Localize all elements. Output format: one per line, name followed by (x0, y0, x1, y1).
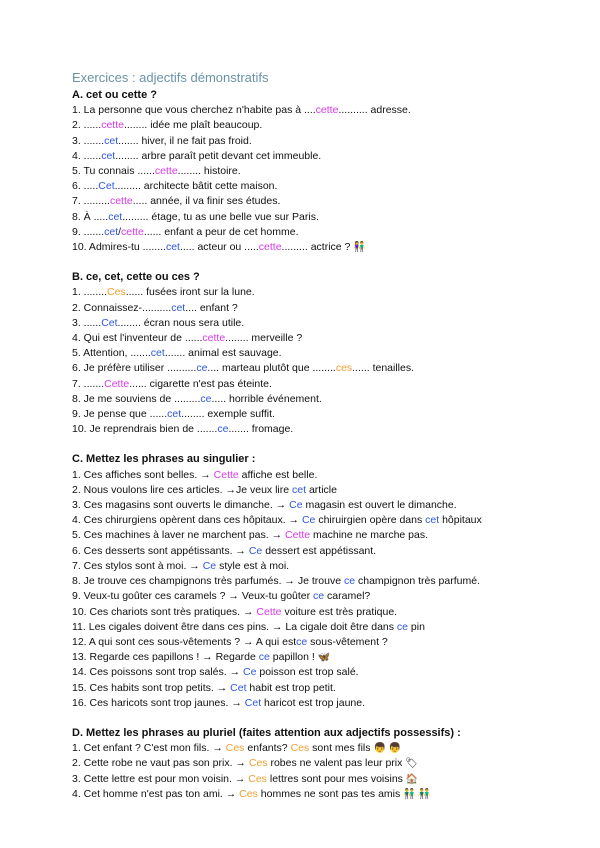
sentence-text: caramel? (324, 590, 371, 603)
answer-word: cet (171, 301, 186, 314)
sentence-text: ...... cigarette n'est pas éteinte. (129, 377, 272, 390)
sentence-text: poisson est trop salé. (256, 666, 359, 679)
exercise-section (72, 452, 542, 710)
sentence-text: .... enfant ? (185, 301, 238, 314)
answer-word: Ce (301, 514, 316, 527)
sentence-text: voiture est très pratique. (281, 605, 398, 618)
exercise-sections (72, 88, 542, 802)
sentence-text: haricot est trop jaune. (261, 696, 366, 709)
sentence-text: ...... tenailles. (352, 362, 415, 375)
exercise-section (72, 270, 542, 437)
exercise-line (72, 164, 542, 179)
answer-word: Cet (98, 180, 115, 193)
sentence-text: hommes ne sont pas tes amis (257, 787, 404, 800)
sentence-text: 4. Cet homme n'est pas ton ami. → (72, 787, 240, 800)
answer-word: ces (335, 362, 353, 375)
sentence-text: .... marteau plutôt que ........ (207, 362, 336, 375)
sentence-text: 10. Ces chariots sont très pratiques. → (72, 605, 257, 618)
answer-word: ce (296, 635, 308, 648)
answer-word: Ces (290, 742, 310, 755)
sentence-text: 10. Admires-tu ........ (72, 241, 166, 254)
sentence-text: ........ idée me plaît beaucoup. (123, 119, 263, 132)
answer-word: ce (313, 590, 325, 603)
exercise-line (72, 179, 542, 194)
sentence-text: lettres sont pour mes voisins (266, 772, 406, 785)
section-heading: D. Mettez les phrases au pluriel (faites attention aux adjectifs possessifs) : (72, 726, 461, 739)
emoji-icon: 👬 👬 (403, 788, 431, 800)
exercise-line (72, 301, 542, 316)
answer-word: cet (104, 134, 119, 147)
emoji-icon: 🏷 (405, 758, 418, 770)
exercise-line (72, 528, 542, 543)
exercise-line (72, 331, 542, 346)
exercise-line (72, 149, 542, 164)
sentence-text: magasin est ouvert le dimanche. (302, 499, 457, 512)
answer-word: Ces (239, 787, 258, 800)
sentence-text: ......... architecte bâtit cette maison. (114, 180, 278, 193)
sentence-text: 12. A qui sont ces sous-vêtements ? → A qui est (72, 635, 297, 648)
sentence-text: ..... horrible événement. (211, 392, 322, 405)
exercise-line (72, 772, 542, 787)
answer-word: Cette (256, 605, 282, 618)
sentence-text: 9. Veux-tu goûter ces caramels ? → Veux-tu goûter (72, 590, 314, 603)
sentence-text: 11. Les cigales doivent être dans ces pins. → La cigale doit être dans (72, 620, 397, 633)
exercise-line (72, 361, 542, 376)
answer-word: ce (343, 575, 356, 588)
emoji-icon: 🦋 (317, 652, 331, 664)
sentence-text: machine ne marche pas. (310, 529, 429, 542)
sentence-text: article (306, 483, 337, 496)
section-heading: B. ce, cet, cette ou ces ? (72, 271, 200, 284)
exercise-line (72, 696, 542, 711)
exercise-line (72, 407, 542, 422)
answer-word: Cette (213, 468, 239, 481)
sentence-text: ....... animal est sauvage. (164, 347, 282, 360)
sentence-text: 5. Tu connais ...... (72, 165, 155, 178)
exercise-line (72, 377, 542, 392)
sentence-text: enfants? (244, 742, 291, 755)
sentence-text: 1. La personne que vous cherchez n'habite pas à .... (72, 104, 316, 117)
sentence-text: 7. ......... (72, 195, 110, 208)
sentence-text: 4. Qui est l'inventeur de ...... (72, 332, 203, 345)
answer-word: Ces (248, 772, 267, 785)
exercise-line (72, 605, 542, 620)
sentence-text: 3. ....... (72, 134, 105, 147)
answer-word: Ces (225, 742, 245, 755)
answer-word: Ce (243, 666, 257, 679)
answer-word: Ces (248, 757, 268, 770)
page-title: Exercices : adjectifs démonstratifs (72, 70, 269, 85)
sentence-text: 8. À ..... (72, 210, 109, 223)
exercise-line (72, 285, 542, 300)
exercise-line (72, 134, 542, 149)
answer-word: ce (217, 423, 229, 436)
exercise-line (72, 650, 542, 665)
exercise-line (72, 346, 542, 361)
exercise-line (72, 756, 542, 771)
sentence-text: 1. Cet enfant ? C'est mon fils. → (72, 742, 226, 755)
answer-word: cet (101, 149, 116, 162)
answer-word: ce (200, 392, 212, 405)
answer-word: Cette (285, 529, 311, 542)
sentence-text: ...... fusées iront sur la lune. (125, 286, 255, 299)
sentence-text: 4. ...... (72, 149, 102, 162)
exercise-line (72, 513, 542, 528)
section-heading: C. Mettez les phrases au singulier : (72, 453, 256, 466)
sentence-text: ........ écran nous sera utile. (117, 316, 245, 329)
sentence-text: 3. Ces magasins sont ouverts le dimanche. → (72, 499, 290, 512)
exercise-line (72, 316, 542, 331)
answer-word: Ce (289, 499, 303, 512)
sentence-text: 2. Connaissez-.......... (72, 301, 172, 314)
sentence-text: 3. Cette lettre est pour mon voisin. → (72, 772, 249, 785)
sentence-text: 5. Attention, ....... (72, 347, 151, 360)
answer-word: cette (315, 104, 339, 117)
sentence-text: 7. Ces stylos sont à moi. → (72, 559, 203, 572)
exercise-line (72, 498, 542, 513)
sentence-text: champignon très parfumé. (355, 575, 480, 588)
exercise-line (72, 544, 542, 559)
exercise-line (72, 118, 542, 133)
answer-word: cette (258, 241, 282, 254)
sentence-text: 7. ....... (72, 377, 105, 390)
exercise-line (72, 665, 542, 680)
sentence-text: ..... année, il va finir ses études. (132, 195, 281, 208)
section-heading: A. cet ou cette ? (72, 89, 157, 101)
sentence-text: habit est trop petit. (246, 681, 336, 694)
sentence-text: sous-vêtement ? (307, 635, 388, 648)
answer-word: cet (292, 483, 307, 496)
section-gap (72, 255, 542, 270)
sentence-text: 6. ..... (72, 180, 99, 193)
exercise-line (72, 422, 542, 437)
answer-word: Cet (244, 696, 262, 709)
exercise-line (72, 103, 542, 118)
exercise-section (72, 726, 542, 802)
exercise-line (72, 635, 542, 650)
exercise-line (72, 681, 542, 696)
exercise-line (72, 787, 542, 802)
sentence-text: ......... actrice ? (281, 241, 354, 254)
sentence-text: 16. Ces haricots sont trop jaunes. → (72, 696, 245, 709)
answer-word: Cet (230, 681, 247, 694)
sentence-text: 3. ...... (72, 316, 102, 329)
sentence-text: dessert est appétissant. (262, 544, 377, 557)
exercise-line (72, 483, 542, 498)
sentence-text: 14. Ces poissons sont trop salés. → (72, 666, 243, 679)
sentence-text: pin (408, 620, 425, 633)
answer-word: cet (167, 408, 182, 421)
sentence-text: .......... adresse. (338, 104, 411, 117)
sentence-text: 15. Ces habits sont trop petits. → (72, 681, 231, 694)
sentence-text: 13. Regarde ces papillons ! → Regarde (72, 651, 259, 664)
answer-word: cet (104, 225, 119, 238)
answer-word: cet (108, 210, 123, 223)
emoji-icon: 👦 👦 (373, 743, 402, 755)
sentence-text: ....... hiver, il ne fait pas froid. (118, 134, 252, 147)
sentence-text: 2. Nous voulons lire ces articles. →Je veux lire (72, 483, 293, 496)
sentence-text: ......... étage, tu as une belle vue sur Paris. (122, 210, 319, 223)
answer-word: cette (101, 119, 124, 132)
sentence-text: 4. Ces chirurgiens opèrent dans ces hôpitaux. → (72, 514, 302, 527)
sentence-text: ....... fromage. (228, 423, 294, 436)
answer-word: cet (165, 241, 180, 254)
answer-word: ce (396, 620, 409, 633)
emoji-icon: 🏠 (405, 773, 419, 785)
sentence-text: ........ histoire. (177, 165, 241, 178)
sentence-text: 9. Je pense que ...... (72, 408, 168, 421)
sentence-text: 10. Je reprendrais bien de ....... (72, 423, 218, 436)
answer-word: Ce (202, 559, 217, 572)
sentence-text: 2. Cette robe ne vaut pas son prix. → (72, 757, 249, 770)
sentence-text: style est à moi. (216, 559, 290, 572)
answer-word: cette (202, 332, 226, 345)
answer-word: cet (150, 347, 165, 360)
sentence-text: 8. Je trouve ces champignons très parfumés. → Je trouve (72, 575, 344, 588)
answer-word: cet (425, 514, 440, 527)
emoji-icon: 👫 (353, 242, 366, 254)
sentence-text: 6. Ces desserts sont appétissants. → (72, 544, 249, 557)
answer-word: Cet (101, 316, 118, 329)
exercise-line (72, 392, 542, 407)
sentence-text: ........ arbre paraît petit devant cet immeuble. (115, 149, 322, 162)
answer-word: Ces (107, 286, 126, 299)
answer-word: ce (196, 362, 208, 375)
sentence-text: 5. Ces machines à laver ne marchent pas. → (72, 529, 286, 542)
sentence-text: 9. ....... (72, 225, 105, 238)
sentence-text: ..... acteur ou ..... (179, 241, 259, 254)
sentence-text: 6. Je préfère utiliser .......... (72, 362, 197, 375)
sentence-text: ...... enfant a peur de cet homme. (143, 225, 299, 238)
exercise-line (72, 620, 542, 635)
sentence-text: ........ merveille ? (225, 332, 303, 345)
exercise-line (72, 559, 542, 574)
exercise-line (72, 240, 542, 255)
exercise-line (72, 589, 542, 604)
sentence-text: / (118, 225, 122, 238)
sentence-text: chiruirgien opère dans (315, 514, 426, 527)
answer-word: Cette (104, 377, 130, 390)
sentence-text: papillon ! (269, 651, 318, 664)
exercise-section (72, 88, 542, 255)
sentence-text: hôpitaux (439, 514, 482, 527)
sentence-text: ........ exemple suffit. (181, 408, 275, 421)
sentence-text: sont mes fils (309, 742, 374, 755)
answer-word: ce (258, 651, 270, 664)
exercise-line (72, 210, 542, 225)
exercise-line (72, 741, 542, 756)
answer-word: cette (154, 165, 178, 178)
sentence-text: 1. Ces affiches sont belles. → (72, 468, 214, 481)
section-gap (72, 437, 542, 452)
exercise-line (72, 468, 542, 483)
section-gap (72, 711, 542, 726)
sentence-text: affiche est belle. (238, 468, 318, 481)
answer-word: Ce (248, 544, 263, 557)
answer-word: cette (109, 195, 133, 208)
sentence-text: 1. ........ (72, 286, 108, 299)
exercise-line (72, 225, 542, 240)
exercise-line (72, 194, 542, 209)
sentence-text: robes ne valent pas leur prix (267, 757, 406, 770)
sentence-text: 8. Je me souviens de ......... (72, 392, 201, 405)
answer-word: cette (121, 225, 144, 238)
exercise-line (72, 574, 542, 589)
worksheet (72, 70, 542, 802)
sentence-text: 2. ...... (72, 119, 102, 132)
